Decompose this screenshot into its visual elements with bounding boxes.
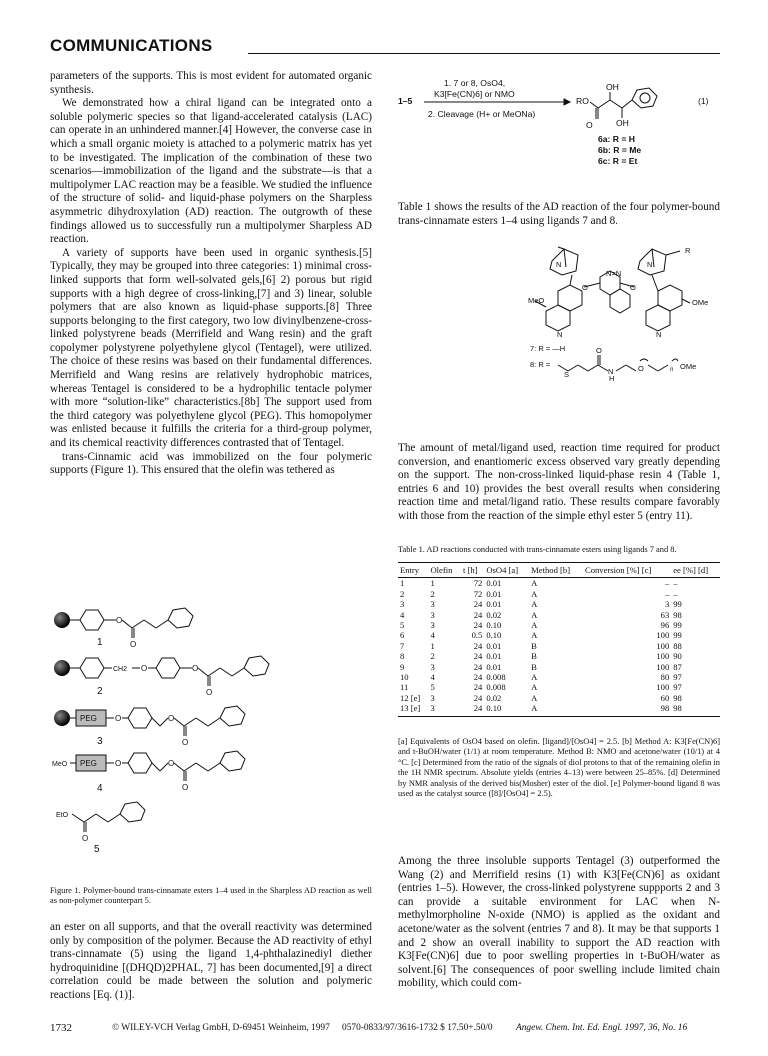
table-cell: 80 [660, 672, 670, 683]
right-mid-paragraph: The amount of metal/ligand used, reaction time required for product conversion, and enantiomeric excess observed vary greatly depending on the support. The non-cross-linked liquid-phase resin 4 (Table 1, entries 6 and 10) provides the best overall results when considering reaction time and metal/ligand ratio. These results compare favorably with those from the reaction of the simple ethyl ester 5 (entry 11). [398, 442, 720, 522]
journal-citation: Angew. Chem. Int. Ed. Engl. 1997, 36, No. 16 [516, 1023, 688, 1033]
table-cell: 96 [660, 620, 670, 631]
table-cell: 0.10 [486, 630, 502, 641]
issn-code: 0570-0833/97/3616-1732 $ 17.50+.50/0 [342, 1023, 493, 1033]
ch2-label: CH2 [113, 666, 128, 673]
table-cell: 0.01 [486, 661, 502, 672]
left-column [50, 70, 372, 478]
table-row [398, 589, 720, 599]
table-cell: 12 [e] [400, 692, 421, 703]
right-intro-paragraph: Table 1 shows the results of the AD reaction of the four polymer-bound trans-cinnamate esters 1–4 using ligands 7 and 8. [398, 201, 720, 227]
table-cell: A [531, 599, 538, 610]
ligand-structures [530, 243, 720, 381]
table-cell: 24 [473, 609, 483, 620]
ligand-8-label: 8: R = [530, 360, 551, 369]
table-cell: 7 [400, 640, 405, 651]
publisher-line: © WILEY-VCH Verlag GmbH, D-69451 Weinheim, 1997 [112, 1023, 330, 1033]
table-cell: A [531, 672, 538, 683]
oxygen-label: O [82, 834, 89, 843]
results-table [398, 562, 720, 717]
table-1-caption: Table 1. AD reactions conducted with trans-cinnamate esters using ligands 7 and 8. [398, 545, 677, 554]
table-row [398, 651, 720, 661]
compound-label: 1 [97, 637, 103, 648]
compound-label: 2 [97, 686, 103, 697]
table-cell: 2 [430, 651, 435, 662]
table-cell: 3 [430, 599, 435, 610]
table-cell: B [531, 640, 537, 651]
table-cell: – [673, 578, 678, 589]
oxygen-label: O [182, 783, 189, 792]
table-cell: 4 [430, 672, 435, 683]
nitrogen-label: N [656, 330, 662, 339]
table-cell: 99 [673, 630, 682, 641]
column-header: OsO4 [a] [484, 563, 529, 578]
oxygen-label: O [638, 364, 644, 373]
figure-1 [52, 598, 372, 860]
oxygen-label: O [168, 759, 175, 768]
table-cell: 24 [473, 599, 483, 610]
eto-label: EtO [56, 812, 69, 819]
oxygen-label: O [115, 714, 122, 723]
table-cell: 0.10 [484, 703, 529, 716]
column-header: Conversion [%] [c] [583, 563, 671, 578]
table-row [398, 578, 720, 589]
table-cell: 24 [473, 682, 483, 693]
nitrogen-label: N [556, 260, 562, 269]
oh-label: OH [616, 118, 629, 128]
table-cell: 100 [656, 661, 670, 672]
table-cell: A [531, 620, 538, 631]
table-cell: 98 [673, 609, 682, 620]
column-header: ee [%] [d] [671, 563, 720, 578]
compound-label: 4 [97, 783, 103, 794]
table-cell: 60 [660, 692, 670, 703]
oxygen-label: O [141, 664, 148, 673]
table-cell: A [531, 630, 538, 641]
table-row [398, 672, 720, 682]
table-cell: 0.01 [486, 588, 502, 599]
table-cell: 0.01 [486, 599, 502, 610]
oxygen-label: O [182, 738, 189, 747]
table-cell: 6 [400, 630, 405, 641]
table-cell: A [531, 682, 538, 693]
table-header-row [398, 563, 720, 578]
table-cell: 0.01 [486, 651, 502, 662]
table-1-footnote: [a] Equivalents of OsO4 based on olefin. [ligand]/[OsO4] = 2.5. [b] Method A: K3[Fe(CN)6] and t-BuOH/water (1/1) at room temperature. Method B: NMO and acetone/water (10/1) at 4 °C. [c] Determined from the ratio of the signals of diol protons to that of the remaining olefin in the 1H NMR spectrum. Absolute yields (entries 4–13) were between 25–85%. [d] Determined by NMR analysis of the derived bis(Mosher) ester of the diol. [e] Polymer-bound ligand 8 was used as the catalyst source ([8]/[OsO4] = 2.5). [398, 737, 720, 799]
product-6a: 6a: R = H [598, 134, 636, 144]
equation-1 [398, 78, 720, 174]
table-cell: 0.008 [486, 682, 506, 693]
table-cell: 24 [461, 703, 484, 716]
table-cell: 5 [430, 682, 435, 693]
chain-ome-label: OMe [680, 362, 697, 371]
table-cell: 24 [473, 620, 483, 631]
table-cell: A [531, 692, 538, 703]
column-header: t [h] [461, 563, 484, 578]
header-rule [248, 53, 720, 54]
table-cell: A [531, 609, 538, 620]
ome-label: OMe [692, 298, 709, 307]
table-cell: 24 [473, 640, 483, 651]
oh-label: OH [606, 82, 619, 92]
table-cell: A [531, 588, 538, 599]
table-cell: 5 [400, 620, 405, 631]
reagent-step-1: 1. 7 or 8, OsO4, [444, 78, 506, 88]
table-cell: 3 [430, 609, 435, 620]
table-cell: 0.5 [471, 630, 483, 641]
table-cell: 24 [473, 692, 483, 703]
table-cell: B [531, 661, 537, 672]
table-cell: 0.008 [486, 672, 506, 683]
table-cell: 8 [400, 651, 405, 662]
hydrogen-label: H [609, 374, 615, 383]
table-cell: 1 [400, 578, 405, 589]
column-header: Entry [398, 563, 428, 578]
oxygen-label: O [582, 283, 588, 292]
oxygen-label: O [116, 616, 123, 625]
right-bottom-paragraph: Among the three insoluble supports Tentagel (3) outperformed the Wang (2) and Merrifield resins (1) with K3[Fe(CN)6] as oxidant (entries 1–5). However, the cross-linked polystyrene suppports 2 and 3 can provide a suitable environment for LAC when N-methylmorpholine N-oxide (NMO) is applied as the oxidant and acetone/water as the solvent (entries 7 and 8). It may be that supports 1 and 2 show an overall inability to support the AD reaction with K3[Fe(CN)6] due to poor swelling properties in t-BuOH/water as solvent.[6] The consequences of poor swelling include limited chain mobility, which could com- [398, 855, 720, 990]
paragraph: A variety of supports have been used in organic synthesis.[5] Typically, they may be grouped into three categories: 1) minimal cross-linked supports that form well-solvated gels,[6] 2) porous but rigid supports with a high degree of cross-linking,[7] and 3) linear, soluble polymers that are also known as liquid-phase supports.[8] Three supports belonging to the first category, two low divinylbenzene-cross-linked polystyrene beads (Merrifield and Wang resin) and the graft copolymer polystyrene polyethylene glycol (Tentagel), were utilized. The choice of these resins was based on their fundamental differences. Merrifield and Wang resins are relatively hydrophobic matrices, whereas Tentagel is considered to be a hydrophilic tentacle polymer with more “solution-like” characteristics.[8b] The support used from the third category was polyethylene glycol (PEG). This homopolymer was enlisted because it fulfills the criteria for a third-group polymer, and its chemical reactivity differences contrasted that of Tentagel. [50, 246, 372, 450]
table-cell: 3 [428, 703, 461, 716]
table-cell: 0.01 [486, 640, 502, 651]
table-cell: 0.10 [486, 620, 502, 631]
nitrogen-label: N [557, 330, 563, 339]
table-cell: 98 [673, 692, 682, 703]
ligand-scheme [530, 243, 720, 381]
table-cell: 88 [673, 640, 682, 651]
table-cell: A [531, 578, 538, 589]
table-cell: 3 [664, 599, 670, 610]
oxygen-label: O [596, 346, 602, 355]
table-cell: 63 [660, 609, 670, 620]
table-cell: 100 [656, 682, 670, 693]
oxygen-label: O [168, 714, 175, 723]
table-row [398, 630, 720, 640]
page-number: 1732 [50, 1022, 72, 1034]
meo-label: MeO [52, 761, 68, 768]
table-cell: 24 [473, 672, 483, 683]
table-row [398, 703, 720, 716]
table-cell: 0.02 [486, 692, 502, 703]
table-cell: B [531, 651, 537, 662]
table-cell: 97 [673, 672, 682, 683]
ro-label: RO [576, 96, 589, 106]
table-row [398, 662, 720, 672]
reactant-label: 1–5 [398, 96, 413, 106]
column-header: Olefin [428, 563, 461, 578]
figure-1-structures [52, 598, 372, 860]
table-cell: 24 [473, 661, 483, 672]
table-cell: 2 [400, 588, 405, 599]
table-cell: 100 [656, 651, 670, 662]
table-cell: 10 [400, 672, 409, 683]
figure-1-caption: Figure 1. Polymer-bound trans-cinnamate esters 1–4 used in the Sharpless AD reaction as well as non-polymer counterpart 5. [50, 886, 372, 906]
oxygen-label: O [115, 759, 122, 768]
table-cell: 3 [430, 692, 435, 703]
table-row [398, 682, 720, 692]
table-cell: 100 [656, 640, 670, 651]
paragraph: trans-Cinnamic acid was immobilized on the four polymeric supports (Figure 1). This ensured that the olefin was tethered as [50, 450, 372, 477]
oxygen-label: O [630, 283, 636, 292]
table-cell: 2 [430, 588, 435, 599]
table-1 [398, 562, 720, 717]
table-cell: 3 [430, 620, 435, 631]
r-group-label: R [685, 246, 691, 255]
table-cell: 0.01 [486, 578, 502, 589]
ligand-7-label: 7: R = —H [530, 344, 566, 353]
table-cell: – [664, 578, 670, 589]
table-cell: 13 [e] [398, 703, 428, 716]
table-cell: 3 [430, 661, 435, 672]
equation-scheme [398, 78, 720, 174]
table-cell: 99 [673, 620, 682, 631]
paragraph: parameters of the supports. This is most evident for automated organic synthesis. [50, 70, 372, 96]
sulfur-label: S [564, 370, 570, 379]
table-cell: 1 [430, 640, 435, 651]
table-cell: A [529, 703, 583, 716]
table-cell: – [673, 588, 678, 599]
table-cell: 24 [473, 651, 483, 662]
product-6c: 6c: R = Et [598, 156, 638, 166]
table-cell: 4 [430, 630, 435, 641]
table-cell: 98 [671, 703, 720, 716]
reagent-oxidant: K3[Fe(CN)6] or NMO [434, 89, 515, 99]
nitrogen-label: N [608, 367, 614, 376]
equation-number: (1) [698, 96, 709, 106]
peg-label: PEG [80, 759, 97, 768]
peg-label: PEG [80, 714, 97, 723]
table-cell: 1 [430, 578, 435, 589]
table-cell: 87 [673, 661, 682, 672]
running-header [50, 36, 720, 60]
table-row [398, 641, 720, 651]
table-cell: 4 [400, 609, 405, 620]
table-cell: – [664, 588, 670, 599]
table-cell: 3 [400, 599, 405, 610]
azo-label: N=N [606, 269, 622, 278]
compound-label: 5 [94, 844, 100, 855]
oxygen-label: O [192, 664, 199, 673]
table-cell: 0.02 [486, 609, 502, 620]
table-cell: 98 [583, 703, 671, 716]
compound-label: 3 [97, 736, 103, 747]
table-cell: 11 [400, 682, 409, 693]
table-cell: 72 [473, 588, 483, 599]
table-row [398, 693, 720, 703]
table-cell: 99 [673, 599, 682, 610]
column-header: Method [b] [529, 563, 583, 578]
oxygen-label: O [130, 640, 137, 649]
oxygen-label: O [206, 688, 213, 697]
table-row [398, 599, 720, 609]
left-bottom-paragraph: an ester on all supports, and that the overall reactivity was determined only by composition of the polymer. Because the AD reactivity of ethyl trans-cinnamate (5) using the ligand 1,4-phthalazinediyl diether hydroquinidine [(DHQD)2PHAL, 7] has been documented,[9] a direct correlation could be made between the solution and polymeric reactions [Eq. (1)]. [50, 921, 372, 1001]
nitrogen-label: N [647, 260, 653, 269]
table-cell: 72 [473, 578, 483, 589]
table-cell: 9 [400, 661, 405, 672]
reagent-step-2: 2. Cleavage (H+ or MeONa) [428, 109, 536, 119]
section-title: COMMUNICATIONS [50, 36, 213, 55]
table-row [398, 620, 720, 630]
table-row [398, 610, 720, 620]
table-cell: 90 [673, 651, 682, 662]
repeat-n-label: n [670, 367, 674, 373]
product-6b: 6b: R = Me [598, 145, 642, 155]
table-cell: 97 [673, 682, 682, 693]
meo-label: MeO [528, 296, 545, 305]
paragraph: We demonstrated how a chiral ligand can be integrated onto a soluble polymeric species so that ligand-accelerated catalysis (LAC) can operate in an unhindered manner.[4] However, the converse case in which a small organic moiety is attached to a polymeric matrix has yet to be investigated. The implication of the combination of these two scenarios—immobilization of the ligand and the substrate—is that a multipolymer LAC reaction may be a feasible. We studied the influence of the structure of solid- and liquid-phase polymers on the Sharpless asymmetric dihydroxylation (AD) reaction. The outgrowth of these findings allowed us to successfully run a multipolymer Sharpless AD reaction. [50, 97, 372, 246]
o-label: O [586, 120, 593, 130]
table-cell: 100 [656, 630, 670, 641]
